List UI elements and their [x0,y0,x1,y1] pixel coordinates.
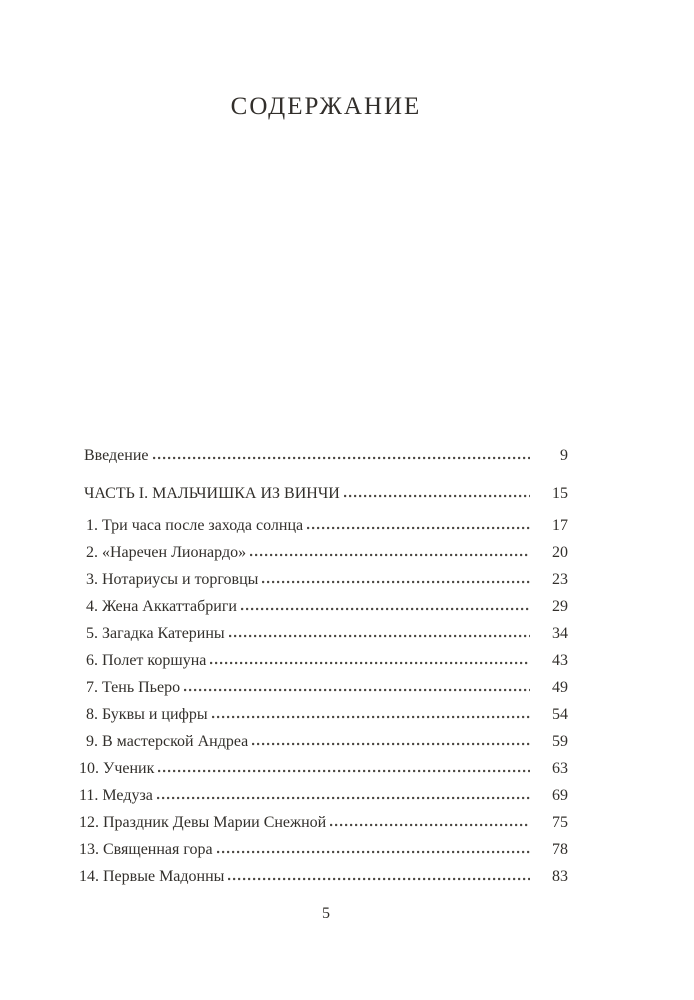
dot-leader [217,850,530,854]
chapter-page: 54 [552,706,568,723]
chapter-number: 6. [86,652,98,669]
dot-leader [157,796,530,800]
toc-row [79,782,568,809]
chapter-title: ЧАСТЬ I. МАЛЬЧИШКА ИЗ ВИНЧИ [84,485,340,502]
dot-leader [262,580,530,584]
chapter-title: Первые Мадонны [103,868,225,885]
chapter-number: 10. [79,760,99,777]
toc-row [79,809,568,836]
dot-leader [228,877,530,881]
page-number: 5 [322,905,330,922]
toc-row [84,593,568,620]
chapter-page: 59 [552,733,568,750]
toc-row [84,539,568,566]
chapter-title: «Наречен Лионардо» [102,544,247,561]
page-title: СОДЕРЖАНИЕ [230,93,422,120]
chapter-page: 15 [552,485,568,502]
chapter-page: 63 [552,760,568,777]
chapter-number: 7. [86,679,98,696]
chapter-title: Праздник Девы Марии Снежной [103,814,327,831]
dot-leader [344,494,530,498]
chapter-number: 8. [86,706,98,723]
chapter-page: 75 [552,814,568,831]
toc-row [84,647,568,674]
chapter-title: Загадка Катерины [102,625,225,642]
chapter-page: 29 [552,598,568,615]
chapter-title: Введение [84,447,149,464]
chapter-title: Священная гора [103,841,213,858]
chapter-number: 12. [79,814,99,831]
chapter-number: 11. [79,787,99,804]
chapter-number: 9. [86,733,98,750]
toc-list [79,442,568,890]
dot-leader [307,526,530,530]
dot-leader [212,715,530,719]
toc-row [84,620,568,647]
toc-row [79,755,568,782]
dot-leader [252,742,530,746]
toc-row [79,836,568,863]
chapter-page: 83 [552,868,568,885]
chapter-title: Три часа после захода солнца [102,517,304,534]
chapter-title: Буквы и цифры [102,706,208,723]
chapter-number: 3. [86,571,98,588]
chapter-page: 9 [560,447,568,464]
chapter-page: 20 [552,544,568,561]
chapter-title: Медуза [102,787,153,804]
chapter-page: 17 [552,517,568,534]
dot-leader [158,769,530,773]
chapter-title: Жена Аккаттабриги [102,598,237,615]
chapter-page: 23 [552,571,568,588]
dot-leader [210,661,530,665]
chapter-number: 5. [86,625,98,642]
chapter-page: 49 [552,679,568,696]
toc-row [84,480,568,507]
chapter-title: Тень Пьеро [102,679,181,696]
dot-leader [153,456,531,460]
dot-leader [241,607,530,611]
dot-leader [229,634,530,638]
chapter-title: Нотариусы и торговцы [102,571,259,588]
toc-row [84,566,568,593]
chapter-number: 13. [79,841,99,858]
toc-row [84,728,568,755]
chapter-number: 1. [86,517,98,534]
dot-leader [184,688,530,692]
toc-row [79,863,568,890]
dot-leader [250,553,530,557]
chapter-number: 2. [86,544,98,561]
chapter-title: Ученик [103,760,155,777]
chapter-title: В мастерской Андреа [102,733,249,750]
toc-row [84,512,568,539]
chapter-number: 14. [79,868,99,885]
chapter-number: 4. [86,598,98,615]
chapter-page: 43 [552,652,568,669]
dot-leader [330,823,530,827]
chapter-page: 78 [552,841,568,858]
chapter-page: 34 [552,625,568,642]
chapter-page: 69 [552,787,568,804]
chapter-title: Полет коршуна [102,652,207,669]
toc-row [84,442,568,469]
toc-row [84,701,568,728]
toc-row [84,674,568,701]
